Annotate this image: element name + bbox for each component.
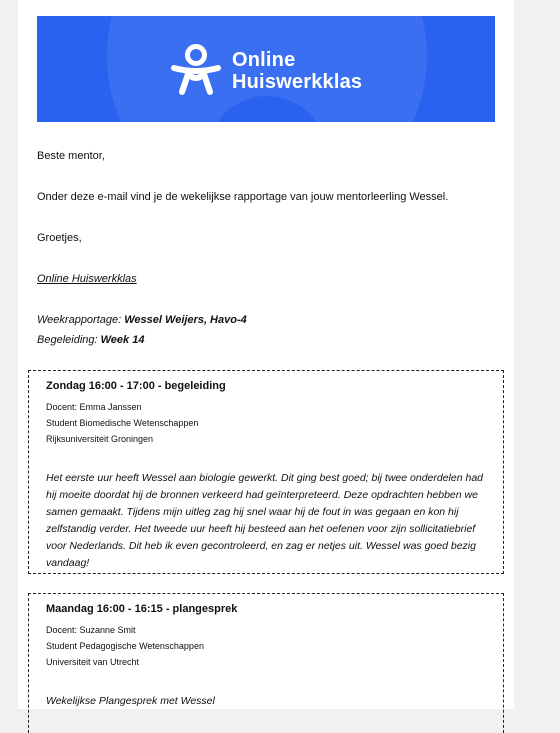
- brand-line-1: Online: [232, 49, 296, 71]
- report-line: [37, 313, 247, 327]
- session-teacher: Docent: Emma Janssen: [46, 402, 142, 412]
- person-logo-icon: [171, 44, 221, 96]
- scrollbar-track[interactable]: [548, 0, 560, 709]
- brand-name: [232, 49, 362, 93]
- greeting: Beste mentor,: [37, 150, 105, 162]
- brand-line-2: Huiswerkklas: [232, 71, 363, 93]
- session-block: [28, 593, 504, 733]
- session-description: Wekelijkse Plangesprek met Wessel: [46, 695, 215, 707]
- closing-text: Groetjes,: [37, 232, 82, 244]
- guidance-line: [37, 333, 144, 347]
- report-value: Wessel Weijers, Havo-4: [124, 314, 247, 326]
- session-study: Student Pedagogische Wetenschappen: [46, 641, 204, 651]
- session-university: Rijksuniversiteit Groningen: [46, 434, 154, 444]
- guidance-label: Begeleiding:: [37, 334, 101, 346]
- session-block: [28, 370, 504, 574]
- guidance-value: Week 14: [100, 334, 145, 346]
- session-title: Zondag 16:00 - 17:00 - begeleiding: [46, 380, 226, 392]
- report-label: Weekrapportage:: [37, 314, 125, 326]
- header-banner: [37, 16, 495, 122]
- session-university: Universiteit van Utrecht: [46, 657, 140, 667]
- session-description: Het eerste uur heeft Wessel aan biologie gewerkt. Dit ging best goed; bij twee onderdelen had hij moeite doordat hij de bronnen verkeerd had geïnterpreteerd. Deze opdrachten hebben we samen gemaakt. Tijdens mijn uitleg zag hij snel waar hij de fout in was gegaan en kon hij zelfstandig verder. Het tweede uur heeft hij besteed aan het oefenen voor zijn sollicitatiebrief voor Nederlands. Dit heb ik even gecontroleerd, en zag er netjes uit. Wessel was goed bezig vandaag!: [46, 472, 483, 569]
- signature-link[interactable]: Online Huiswerkklas: [37, 273, 137, 285]
- session-teacher: Docent: Suzanne Smit: [46, 625, 136, 635]
- intro-text: Onder deze e-mail vind je de wekelijkse rapportage van jouw mentorleerling Wessel.: [37, 191, 449, 203]
- session-title: Maandag 16:00 - 16:15 - plangesprek: [46, 603, 238, 615]
- session-study: Student Biomedische Wetenschappen: [46, 418, 199, 428]
